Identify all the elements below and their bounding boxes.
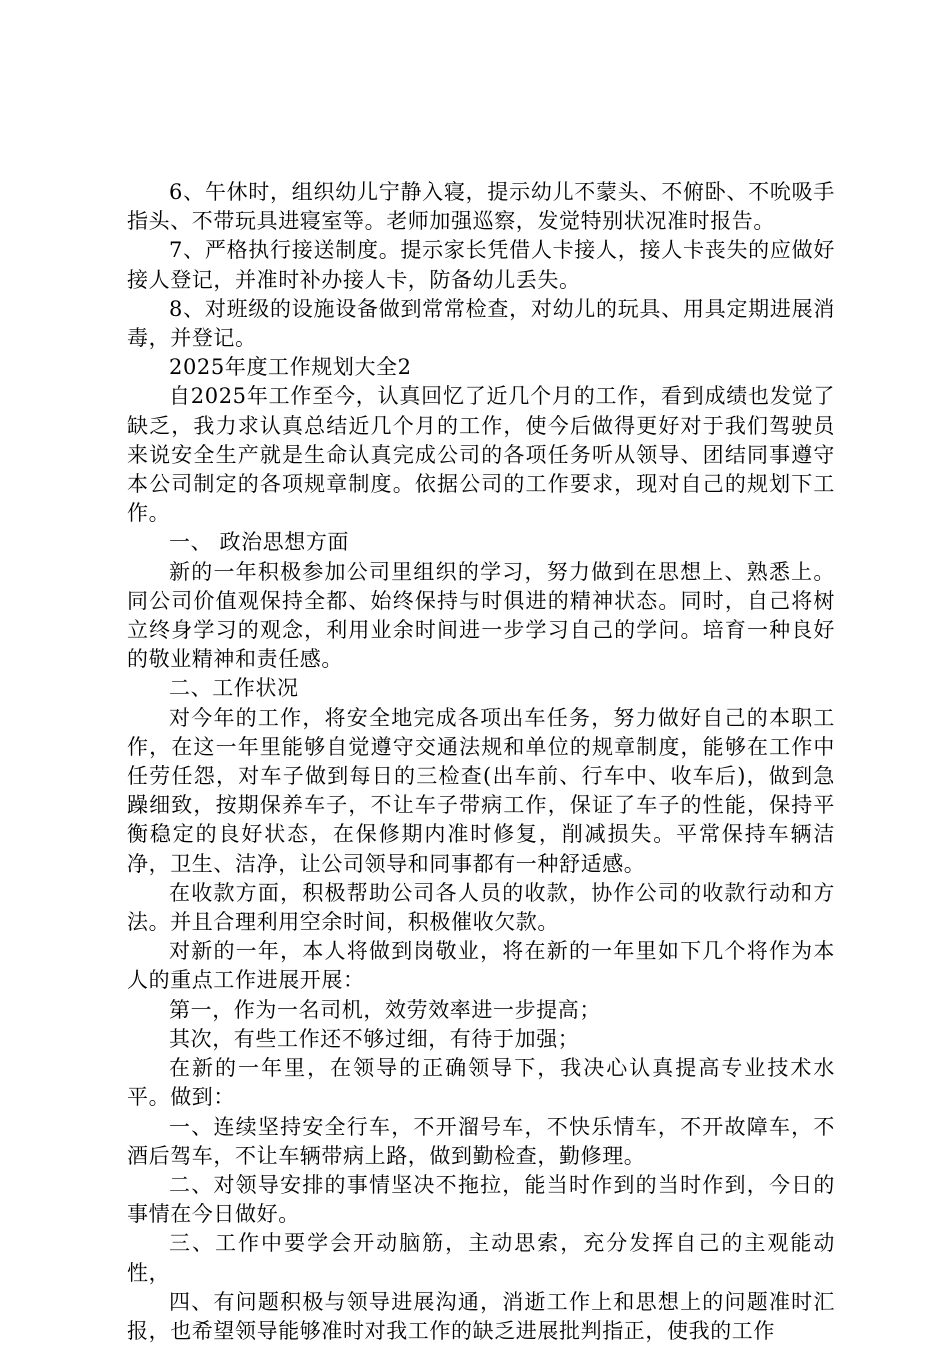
paragraph-second-point: 其次，有些工作还不够过细，有待于加强； [169,1026,580,1051]
paragraph-study: 新的一年积极参加公司里组织的学习，努力做到在思想上、熟悉上。同公司价值观保持全都、始终保持与时俱进的精神状态。同时，自己将树立终身学习的观念，利用业余时间进一步学习自己的学问。培育一种良好的敬业精神和责任感。 [127,559,835,672]
heading-political-thought: 一、 政治思想方面 [169,530,350,555]
list-item-no-delay: 二、对领导安排的事情坚决不拖拉，能当时作到的当时作到，今日的事情在今日做好。 [127,1172,835,1227]
paragraph-first-point: 第一，作为一名司机，效劳效率进一步提高； [169,997,601,1022]
paragraph-driving-work: 对今年的工作，将安全地完成各项出车任务，努力做好自己的本职工作，在这一年里能够自觉遵守交通法规和单位的规章制度，能够在工作中任劳任怨，对车子做到每日的三检查(出车前、行车中、收车后)，做到急躁细致，按期保养车子，不让车子带病工作，保证了车子的性能，保持平衡稳定的良好状态，在保修期内准时修复，削减损失。平常保持车辆洁净，卫生、洁净，让公司领导和同事都有一种舒适感。 [127,705,835,876]
list-item-initiative: 三、工作中要学会开动脑筋，主动思索，充分发挥自己的主观能动性， [127,1231,835,1285]
document-body [127,178,835,1346]
list-item-communication: 四、有问题积极与领导进展沟通，消逝工作上和思想上的问题准时汇报，也希望领导能够准时对我工作的缺乏进展批判指正，使我的工作 [127,1289,835,1343]
paragraph-facility-check: 8、对班级的设施设备做到常常检查，对幼儿的玩具、用具定期进展消毒，并登记。 [127,296,835,351]
paragraph-collections: 在收款方面，积极帮助公司各人员的收款，协作公司的收款行动和方法。并且合理利用空余时间，积极催收欠款。 [127,880,835,935]
section-title: 2025年度工作规划大全2 [169,355,412,380]
paragraph-intro: 自2025年工作至今，认真回忆了近几个月的工作，看到成绩也发觉了缺乏，我力求认真总结近几个月的工作，使今后做得更好对于我们驾驶员来说安全生产就是生命认真完成公司的各项任务听从领导、团结同事遵守本公司制定的各项规章制度。依据公司的工作要求，现对自己的规划下工作。 [127,384,835,526]
paragraph-resolve: 在新的一年里，在领导的正确领导下，我决心认真提高专业技术水平。做到： [127,1056,835,1110]
list-item-safe-driving: 一、连续坚持安全行车，不开溜号车，不快乐情车，不开故障车，不酒后驾车，不让车辆带病上路，做到勤检查，勤修理。 [127,1114,835,1168]
paragraph-pickup-rules: 7、严格执行接送制度。提示家长凭借人卡接人，接人卡丧失的应做好接人登记，并准时补办接人卡，防备幼儿丢失。 [127,238,835,292]
heading-work-status: 二、工作状况 [169,676,299,701]
paragraph-new-year: 对新的一年，本人将做到岗敬业，将在新的一年里如下几个将作为本人的重点工作进展开展： [127,939,835,993]
paragraph-nap-time: 6、午休时，组织幼儿宁静入寝，提示幼儿不蒙头、不俯卧、不吮吸手指头、不带玩具进寝室等。老师加强巡察，发觉特别状况准时报告。 [127,180,835,234]
